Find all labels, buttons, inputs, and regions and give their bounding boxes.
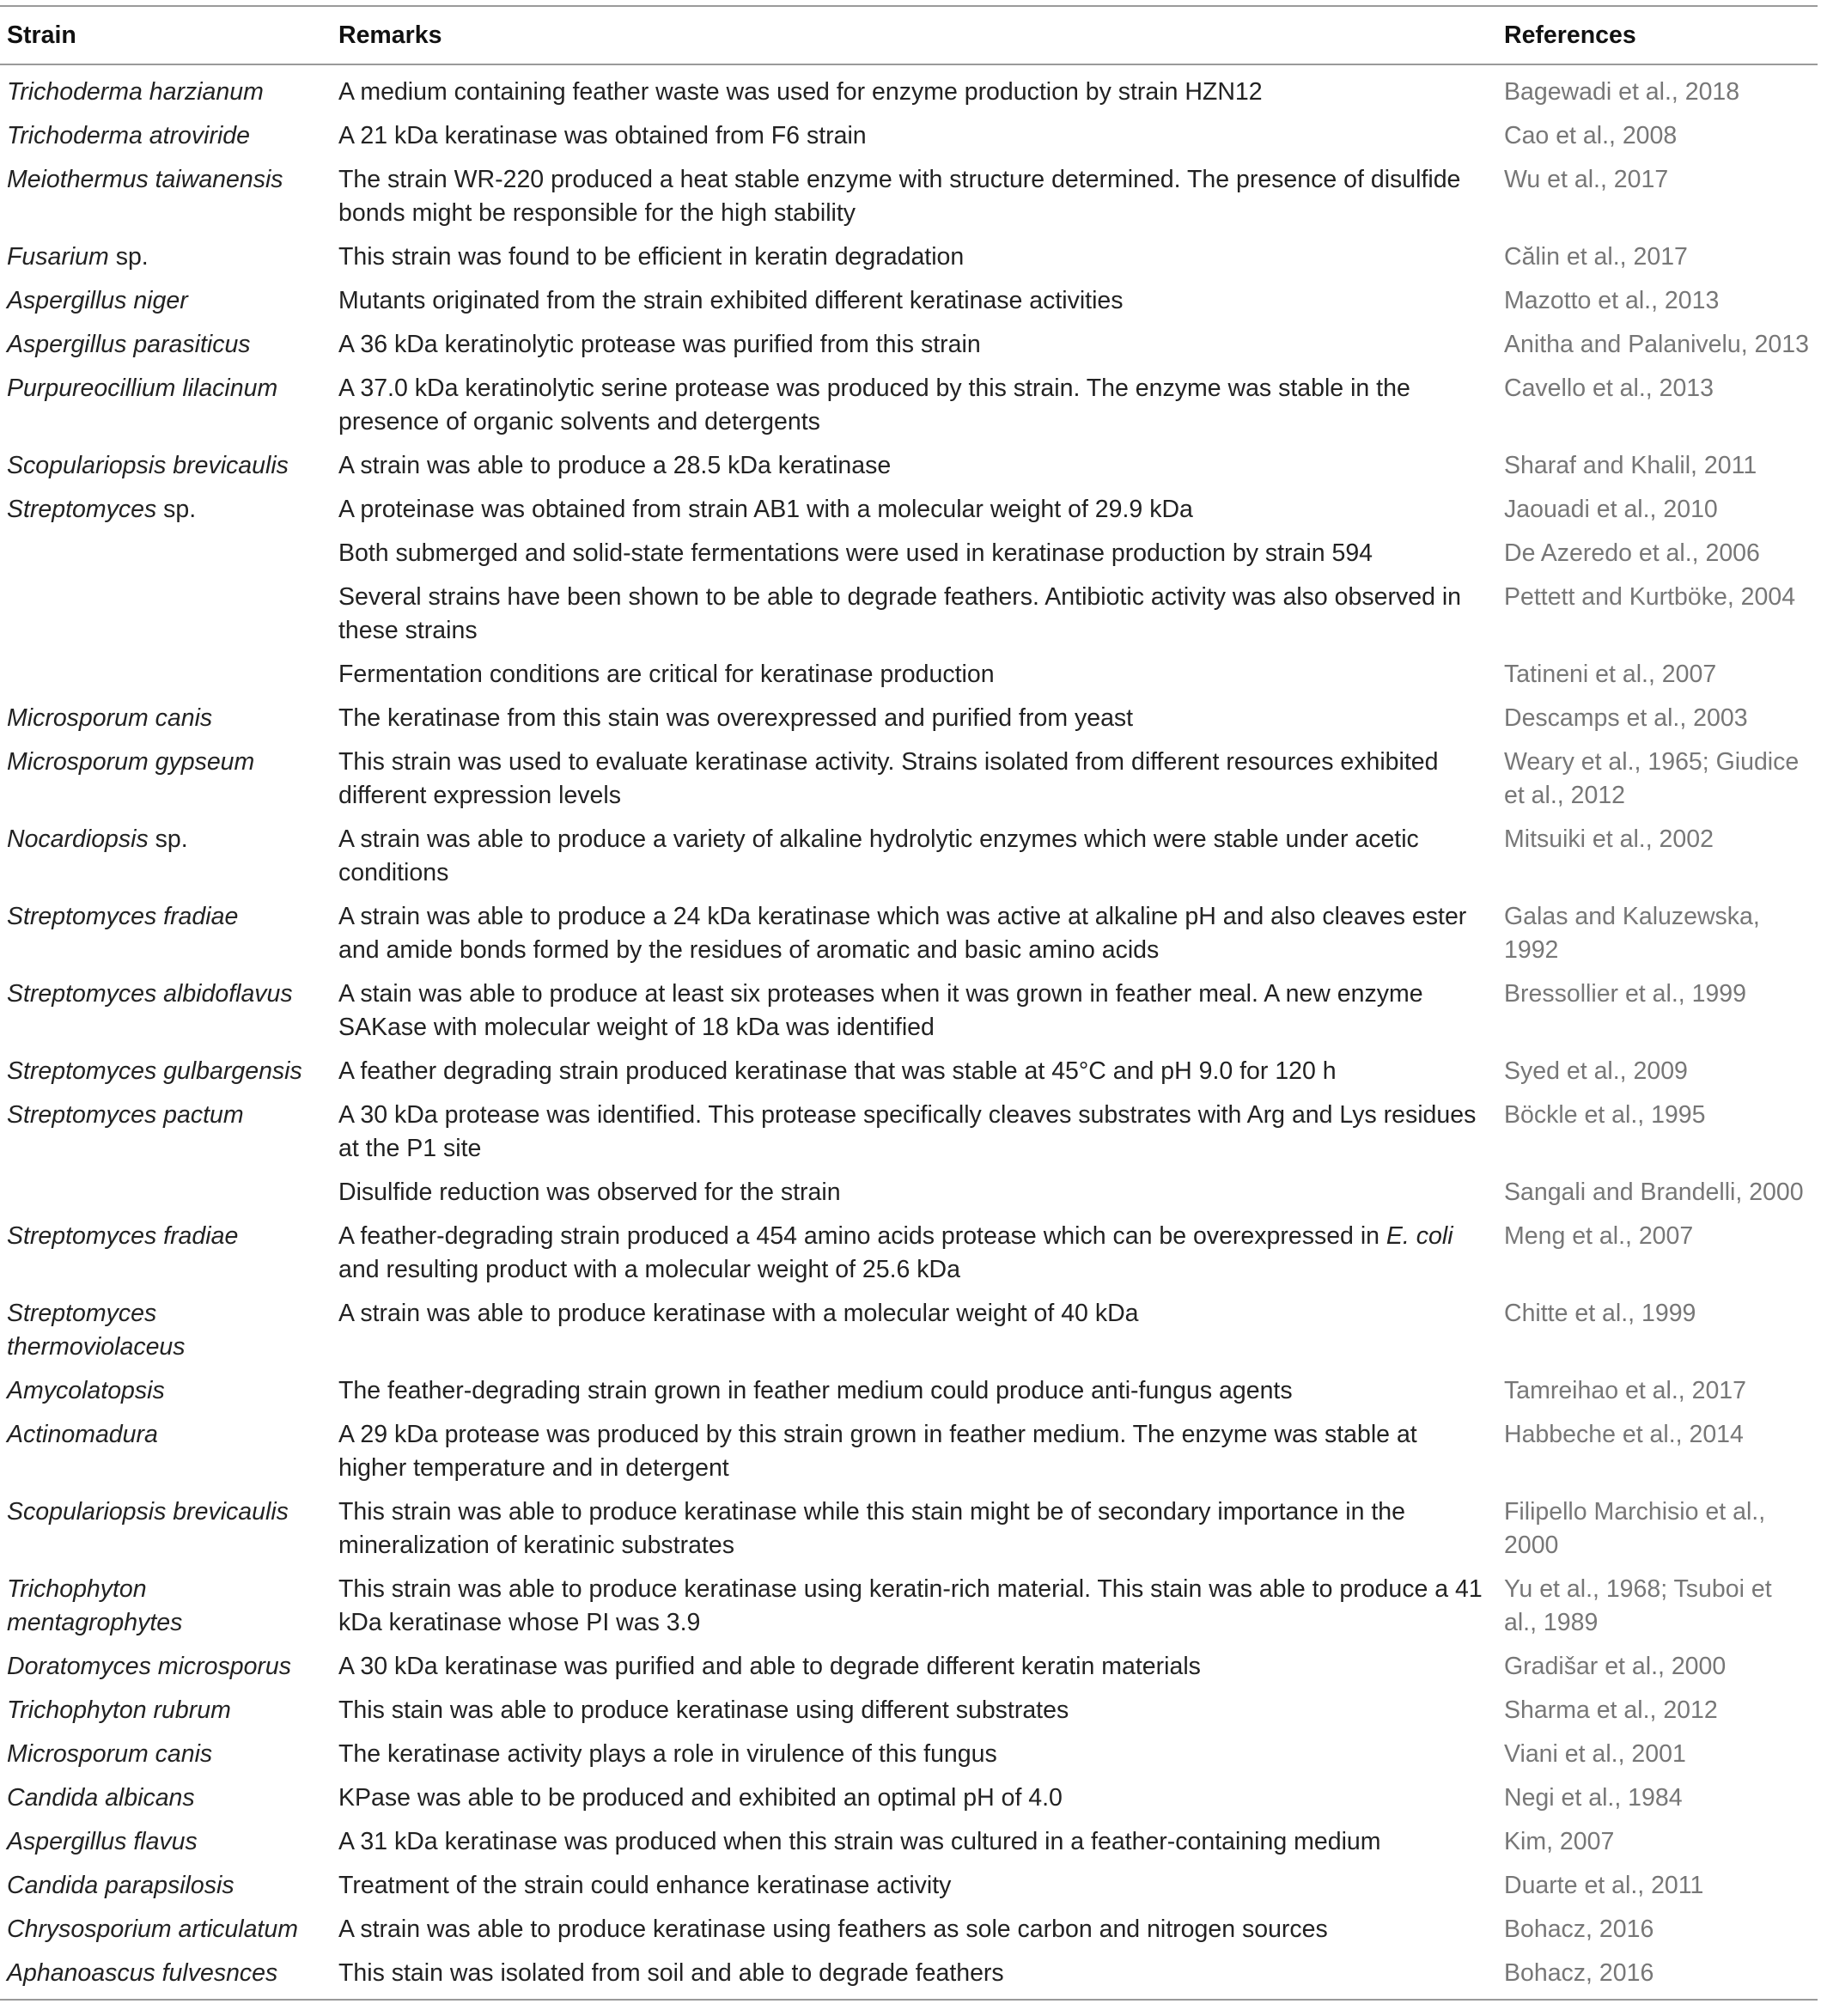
remarks-cell [332,1866,1497,1909]
remarks-cell [332,698,1497,742]
remarks-text: A feather-degrading strain produced a 454 amino acids protease which can be overexpressed in [338,1222,1386,1250]
table-row [0,325,1818,368]
remarks-cell [332,237,1497,281]
strain-name: Streptomyces albidoflavus [7,980,293,1008]
remarks-cell [332,1909,1497,1953]
table-row [0,237,1818,281]
remarks-tail: and resulting product with a molecular weight of 25.6 kDa [338,1256,960,1283]
strain-cell [0,490,332,533]
remarks-text: Mutants originated from the strain exhibited different keratinase activities [338,287,1124,314]
table-row [0,1909,1818,1953]
reference-cell: Gradišar et al., 2000 [1504,1653,1727,1680]
remarks-cell [332,1051,1497,1095]
reference-cell: Cao et al., 2008 [1504,122,1678,149]
remarks-cell [332,742,1497,819]
remarks-cell [332,1690,1497,1734]
reference-cell: Călin et al., 2017 [1504,243,1688,271]
remarks-cell [332,281,1497,325]
strain-cell [0,1734,332,1778]
strains-table [0,5,1818,2001]
remarks-text: Several strains have been shown to be able to degrade feathers. Antibiotic activity was also observed in these strains [338,583,1462,644]
strain-name: Streptomyces fradiae [7,1222,239,1250]
remarks-text: A strain was able to produce keratinase using feathers as sole carbon and nitrogen sources [338,1916,1328,1943]
remarks-text: Both submerged and solid-state fermentations were used in keratinase production by strain 594 [338,539,1373,567]
strain-suffix: sp. [156,496,197,523]
remarks-cell [332,1647,1497,1690]
reference-cell: Yu et al., 1968; Tsuboi et al., 1989 [1504,1575,1772,1636]
strain-name: Aspergillus parasiticus [7,331,251,358]
remarks-cell [332,64,1497,116]
remarks-cell [332,1294,1497,1371]
remarks-cell [332,655,1497,698]
table-row [0,1294,1818,1371]
table-row [0,368,1818,446]
strain-cell [0,1371,332,1415]
table-row [0,577,1818,655]
reference-cell: Bohacz, 2016 [1504,1916,1654,1943]
reference-cell: Chitte et al., 1999 [1504,1300,1696,1327]
reference-cell: Bagewadi et al., 2018 [1504,78,1740,106]
strain-name: Candida parapsilosis [7,1872,234,1899]
reference-cell: Duarte et al., 2011 [1504,1872,1704,1899]
table-header [0,6,1818,64]
strain-cell [0,1647,332,1690]
strain-cell [0,160,332,237]
table-container [0,5,1818,2001]
strain-cell [0,1492,332,1569]
strain-suffix: sp. [108,243,149,271]
table-row [0,490,1818,533]
strain-cell [0,819,332,897]
remarks-cell [332,1371,1497,1415]
strain-name: Streptomyces [7,496,157,523]
remarks-text: A medium containing feather waste was used for enzyme production by strain HZN12 [338,78,1263,106]
strain-cell [0,974,332,1051]
remarks-text: Treatment of the strain could enhance keratinase activity [338,1872,952,1899]
remarks-text: A strain was able to produce keratinase with a molecular weight of 40 kDa [338,1300,1139,1327]
reference-cell: Syed et al., 2009 [1504,1057,1688,1085]
header-strain: Strain [0,6,332,64]
strain-name: Trichophyton mentagrophytes [7,1575,183,1636]
table-row [0,897,1818,974]
reference-cell: Galas and Kaluzewska, 1992 [1504,903,1760,964]
reference-cell: Viani et al., 2001 [1504,1740,1686,1768]
remarks-text: A strain was able to produce a 24 kDa keratinase which was active at alkaline pH and also cleaves ester and amide bonds formed by the residues of aromatic and basic amino acids [338,903,1467,964]
remarks-cell [332,1216,1497,1294]
strain-name: Amycolatopsis [7,1377,165,1404]
strain-name: Aspergillus flavus [7,1828,198,1855]
remarks-text: A stain was able to produce at least six proteases when it was grown in feather meal. A new enzyme SAKase with molecular weight of 18 kDa was identified [338,980,1423,1041]
remarks-cell [332,1172,1497,1216]
table-row [0,1492,1818,1569]
remarks-cell [332,1953,1497,2000]
reference-cell: Böckle et al., 1995 [1504,1101,1706,1129]
strain-cell [0,1095,332,1172]
strain-name: Doratomyces microsporus [7,1653,292,1680]
reference-cell: Wu et al., 2017 [1504,166,1669,193]
reference-cell: Descamps et al., 2003 [1504,704,1748,732]
table-row [0,1172,1818,1216]
table-row [0,533,1818,577]
table-row [0,1822,1818,1866]
remarks-cell [332,325,1497,368]
table-row [0,1866,1818,1909]
strain-name: Trichophyton rubrum [7,1696,231,1724]
strain-name: Fusarium [7,243,109,271]
strain-name: Aphanoascus fulvesnces [7,1959,278,1987]
remarks-text: KPase was able to be produced and exhibited an optimal pH of 4.0 [338,1784,1063,1812]
strain-cell [0,655,332,698]
remarks-text: A 29 kDa protease was produced by this strain grown in feather medium. The enzyme was stable at higher temperature and in detergent [338,1421,1417,1482]
strain-name: Microsporum canis [7,1740,213,1768]
remarks-cell [332,368,1497,446]
table-row [0,116,1818,160]
strain-cell [0,1690,332,1734]
strain-cell [0,1294,332,1371]
reference-cell: Negi et al., 1984 [1504,1784,1683,1812]
strain-name: Trichoderma harzianum [7,78,264,106]
strain-name: Streptomyces gulbargensis [7,1057,302,1085]
remarks-text: A strain was able to produce a 28.5 kDa keratinase [338,452,892,479]
reference-cell: Sangali and Brandelli, 2000 [1504,1179,1804,1206]
reference-cell: Mitsuiki et al., 2002 [1504,825,1714,853]
strain-name: Chrysosporium articulatum [7,1916,298,1943]
reference-cell: Cavello et al., 2013 [1504,375,1714,402]
strain-cell [0,533,332,577]
reference-cell: Kim, 2007 [1504,1828,1615,1855]
remarks-text: A 30 kDa keratinase was purified and able to degrade different keratin materials [338,1653,1201,1680]
remarks-italic: E. coli [1386,1222,1453,1250]
strain-cell [0,742,332,819]
reference-cell: Meng et al., 2007 [1504,1222,1694,1250]
remarks-text: This stain was isolated from soil and able to degrade feathers [338,1959,1004,1987]
remarks-cell [332,974,1497,1051]
strain-name: Microsporum canis [7,704,213,732]
remarks-text: A 36 kDa keratinolytic protease was purified from this strain [338,331,981,358]
strain-cell [0,1778,332,1822]
strain-cell [0,1415,332,1492]
reference-cell: Jaouadi et al., 2010 [1504,496,1718,523]
strain-name: Trichoderma atroviride [7,122,250,149]
strain-name: Scopulariopsis brevicaulis [7,1498,289,1526]
strain-cell [0,1569,332,1647]
table-row [0,64,1818,116]
reference-cell: Tamreihao et al., 2017 [1504,1377,1747,1404]
reference-cell: Pettett and Kurtböke, 2004 [1504,583,1796,611]
remarks-cell [332,1095,1497,1172]
table-row [0,1734,1818,1778]
strain-cell [0,897,332,974]
remarks-text: This strain was able to produce keratinase using keratin-rich material. This stain was able to produce a 41 kDa keratinase whose PI was 3.9 [338,1575,1483,1636]
strain-name: Streptomyces thermoviolaceus [7,1300,186,1361]
reference-cell: Weary et al., 1965; Giudice et al., 2012 [1504,748,1800,809]
reference-cell: Bressollier et al., 1999 [1504,980,1746,1008]
reference-cell: De Azeredo et al., 2006 [1504,539,1760,567]
reference-cell: Habbeche et al., 2014 [1504,1421,1744,1448]
table-row [0,655,1818,698]
strain-cell [0,1051,332,1095]
strain-name: Scopulariopsis brevicaulis [7,452,289,479]
remarks-text: This strain was used to evaluate keratinase activity. Strains isolated from different resources exhibited different expression levels [338,748,1439,809]
remarks-cell [332,819,1497,897]
remarks-text: The keratinase from this stain was overexpressed and purified from yeast [338,704,1134,732]
strain-name: Candida albicans [7,1784,195,1812]
reference-cell: Bohacz, 2016 [1497,1953,1818,2000]
strain-cell [0,1216,332,1294]
reference-cell: Mazotto et al., 2013 [1504,287,1720,314]
strain-name: Streptomyces pactum [7,1101,244,1129]
strain-name: Actinomadura [7,1421,158,1448]
strain-cell [0,64,332,116]
reference-cell: Anitha and Palanivelu, 2013 [1504,331,1809,358]
header-references: References [1497,6,1818,64]
strain-suffix: sp. [148,825,188,853]
table-row [0,446,1818,490]
header-row [0,6,1818,64]
remarks-cell [332,490,1497,533]
strain-cell [0,577,332,655]
table-row [0,1051,1818,1095]
remarks-text: A 31 kDa keratinase was produced when this strain was cultured in a feather-containing medium [338,1828,1381,1855]
table-row [0,1690,1818,1734]
remarks-text: A strain was able to produce a variety of alkaline hydrolytic enzymes which were stable under acetic conditions [338,825,1419,886]
remarks-text: A 30 kDa protease was identified. This protease specifically cleaves substrates with Arg and Lys residues at the P1 site [338,1101,1477,1162]
strain-cell [0,1822,332,1866]
remarks-text: Fermentation conditions are critical for keratinase production [338,661,995,688]
table-row [0,819,1818,897]
strain-cell [0,1866,332,1909]
remarks-text: A proteinase was obtained from strain AB1 with a molecular weight of 29.9 kDa [338,496,1193,523]
strain-cell [0,1172,332,1216]
remarks-text: This strain was able to produce keratinase while this stain might be of secondary importance in the mineralization of keratinic substrates [338,1498,1405,1559]
strain-name: Streptomyces fradiae [7,903,239,930]
strain-cell [0,698,332,742]
table-row [0,1095,1818,1172]
strain-name: Microsporum gypseum [7,748,255,776]
table-row [0,698,1818,742]
strain-name: Aspergillus niger [7,287,188,314]
remarks-cell [332,577,1497,655]
remarks-cell [332,116,1497,160]
strain-cell [0,446,332,490]
table-row [0,742,1818,819]
remarks-cell [332,1778,1497,1822]
remarks-cell [332,160,1497,237]
strain-cell [0,237,332,281]
remarks-text: A 21 kDa keratinase was obtained from F6 strain [338,122,867,149]
strain-cell [0,116,332,160]
remarks-cell [332,1734,1497,1778]
strain-name: Nocardiopsis [7,825,149,853]
remarks-text: The strain WR-220 produced a heat stable enzyme with structure determined. The presence of disulfide bonds might be responsible for the high stability [338,166,1461,227]
remarks-text: A 37.0 kDa keratinolytic serine protease was produced by this strain. The enzyme was stable in the presence of organic solvents and detergents [338,375,1410,435]
remarks-text: The keratinase activity plays a role in virulence of this fungus [338,1740,997,1768]
table-row [0,160,1818,237]
remarks-cell [332,446,1497,490]
remarks-text: Disulfide reduction was observed for the strain [338,1179,841,1206]
strain-cell [0,1909,332,1953]
strain-cell [0,1953,332,2000]
table-body [0,64,1818,2000]
strain-cell [0,325,332,368]
remarks-text: A feather degrading strain produced keratinase that was stable at 45°C and pH 9.0 for 120 h [338,1057,1337,1085]
remarks-cell [332,1822,1497,1866]
table-row [0,974,1818,1051]
table-row [0,1953,1818,2000]
reference-cell: Filipello Marchisio et al., 2000 [1504,1498,1766,1559]
strain-name: Purpureocillium lilacinum [7,375,278,402]
table-row [0,1216,1818,1294]
table-row [0,1778,1818,1822]
remarks-text: This stain was able to produce keratinase using different substrates [338,1696,1069,1724]
reference-cell: Sharaf and Khalil, 2011 [1504,452,1757,479]
remarks-cell [332,897,1497,974]
strain-cell [0,368,332,446]
table-row [0,1647,1818,1690]
table-row [0,281,1818,325]
remarks-text: This strain was found to be efficient in keratin degradation [338,243,965,271]
remarks-text: The feather-degrading strain grown in feather medium could produce anti-fungus agents [338,1377,1293,1404]
reference-cell: Sharma et al., 2012 [1504,1696,1718,1724]
remarks-cell [332,1415,1497,1492]
remarks-cell [332,1492,1497,1569]
reference-cell: Tatineni et al., 2007 [1504,661,1717,688]
table-row [0,1415,1818,1492]
remarks-cell [332,1569,1497,1647]
strain-name: Meiothermus taiwanensis [7,166,283,193]
table-row [0,1569,1818,1647]
remarks-cell [332,533,1497,577]
strain-cell [0,281,332,325]
table-row [0,1371,1818,1415]
header-remarks: Remarks [332,6,1497,64]
